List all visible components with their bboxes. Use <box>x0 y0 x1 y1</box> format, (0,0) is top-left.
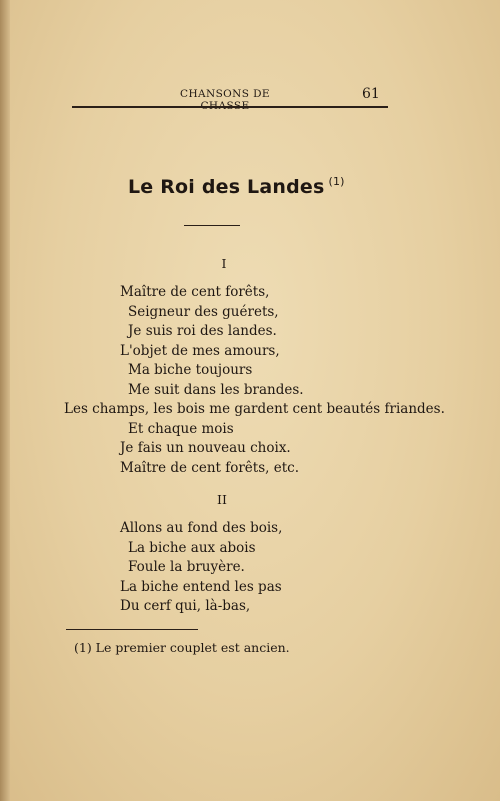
running-header: CHANSONS DE <box>180 88 270 100</box>
verse-line: Je fais un nouveau choix. <box>120 440 291 456</box>
stanza-2 <box>0 519 500 617</box>
song-title-text: Le Roi des Landes <box>128 176 325 198</box>
verse-line: Maître de cent forêts, <box>120 284 270 300</box>
verse-line: L'objet de mes amours, <box>120 342 280 359</box>
stanza-number: I <box>221 256 227 271</box>
verse-line: La biche entend les pas <box>120 578 282 595</box>
verse-line: Me suit dans les brandes. <box>128 381 304 398</box>
verse-line: Allons au fond des bois, <box>120 520 283 536</box>
verse-line: Les champs, les bois me gardent cent beautés friandes. <box>64 401 445 417</box>
verse-line: Et chaque mois <box>128 420 234 437</box>
stanza-number: II <box>217 492 227 507</box>
song-title <box>128 175 368 198</box>
footnote: (1) Le premier couplet est ancien. <box>74 640 290 655</box>
verse-line: La biche aux abois <box>128 539 256 556</box>
verse-line: Seigneur des guérets, <box>128 303 279 320</box>
verse-line: Je suis roi des landes. <box>128 323 277 339</box>
verse-line: Ma biche toujours <box>128 362 253 378</box>
verse-line: Du cerf qui, là-bas, <box>120 598 251 614</box>
page-number: 61 <box>362 86 380 102</box>
verse-line: Maître de cent forêts, etc. <box>120 459 300 476</box>
header-rule <box>72 106 388 108</box>
footnote-rule <box>66 629 198 630</box>
footnote-reference: (1) <box>328 175 345 188</box>
stanza-1 <box>0 283 500 478</box>
verse-line: Foule la bruyère. <box>128 559 245 575</box>
title-rule <box>184 225 240 226</box>
